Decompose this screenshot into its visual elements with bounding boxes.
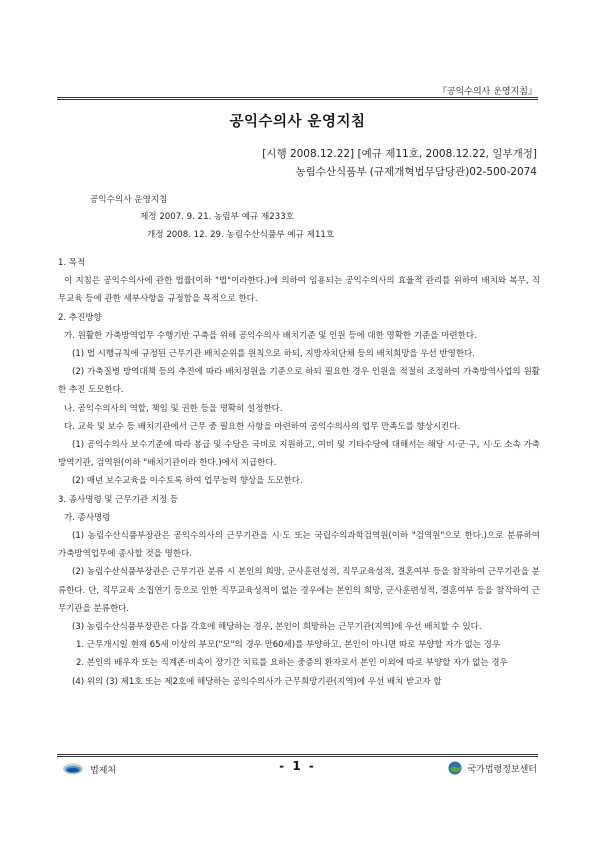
- body-paragraph: 다. 교육 및 보수 등 배치기관에서 근무 중 필요한 사항을 마련하여 공익수의사의 업무 만족도를 향상시킨다.: [64, 421, 461, 432]
- body-paragraph: 이 지침은 공익수의사에 관한 법률(이하 "법"이라한다.)에 의하여 임용되는 공익수의사의 효율적 관리를 위하여 배치와 복무, 직무교육 등에 관한 세부사항을 규정함을 목적으로 한다.: [58, 276, 540, 305]
- body-paragraph: 3. 종사명령 및 근무기관 지정 등: [58, 494, 179, 505]
- effective-date-line: [시행 2008.12.22] [예규 제11호, 2008.12.22, 일부개정]: [262, 148, 537, 160]
- footer-law-center: [448, 761, 537, 775]
- body-paragraph: 가. 종사명령: [64, 512, 111, 523]
- body-paragraph: (2) 가축질병 방역대책 등의 추진에 따라 배치정원을 기준으로 하되 필요한 경우 인원을 적절히 조정하여 가축방역사업의 원활한 추진 도모한다.: [58, 367, 540, 396]
- body-paragraph: 가. 원활한 가축방역업무 수행기반 구축을 위해 공익수의사 배치기준 및 인원 등에 대한 명확한 기준을 마련한다.: [64, 330, 477, 341]
- meta-document-name: 공익수의사 운영지침: [90, 195, 168, 205]
- body-paragraph: 나. 공익수의사의 역할, 책임 및 권한 등을 명확히 설정한다.: [64, 403, 283, 414]
- ministry-contact-line: 농림수산식품부 (규제개혁법무담당관)02-500-2074: [295, 166, 537, 178]
- body-paragraph: (4) 위의 (3) 제1호 또는 제2호에 해당하는 공익수의사가 근무희망기관(지역)에 우선 배치 받고자 할: [72, 676, 442, 687]
- body-paragraph: 2. 추진방향: [58, 312, 102, 323]
- footer-divider: [57, 754, 538, 757]
- meta-amended-line: 개정 2008. 12. 29. 농림수산식품부 예규 제11호: [147, 230, 335, 240]
- document-title: 공익수의사 운영지침: [229, 114, 366, 130]
- body-paragraph: (2) 농림수산식품부장관은 근무기관 분류 시 본인의 희망, 군사훈련성적, 직무교육성적, 결혼여부 등을 참작하여 근무기관을 분류한다. 단, 직무교육 소집연기 등으로 인한 직무교육성적이 없는 경우에는 본인의 희망, 군사훈련성적, 결혼여부 등을 참작하여 근무기관을 분류한다.: [58, 567, 540, 614]
- body-paragraph: (1) 농림수산식품부장관은 공익수의사의 근무기관을 시·도 또는 국립수의과학검역원(이하 "검역원"으로 한다.)으로 분류하여 가축방역업무에 종사할 것을 명한다.: [58, 531, 540, 560]
- meta-enacted-line: 제정 2007. 9. 21. 농림부 예규 제233호: [140, 212, 294, 222]
- footer-right-label: 국가법령정보센터: [467, 764, 537, 775]
- body-paragraph: 2. 본인의 배우자 또는 직계존·비속이 장기간 치료를 요하는 중증의 환자로서 본인 이외에 따로 부양할 자가 없는 경우: [76, 658, 508, 669]
- document-header-tag: 『공익수의사 운영지침』: [437, 87, 537, 97]
- header-divider: [57, 97, 538, 100]
- body-paragraph: (1) 법 시행규칙에 규정된 근무기관 배치순위를 원칙으로 하되, 지방자치단체 등의 배치희망을 우선 반영한다.: [72, 349, 475, 360]
- page-number: - 1 -: [279, 759, 316, 773]
- document-body: [58, 254, 540, 691]
- body-paragraph: 1. 근무개시일 현재 65세 이상의 부모("모"의 경우 만60세)를 부양하고, 본인이 아니면 따로 부양할 자가 없는 경우: [76, 640, 501, 651]
- footer-left-label: 법제처: [90, 765, 117, 776]
- globe-logo-icon: [448, 761, 462, 775]
- body-paragraph: (3) 농림수산식품부장관은 다음 각호에 해당하는 경우, 본인이 희망하는 근무기관(지역)에 우선 배치할 수 있다.: [72, 622, 482, 633]
- body-paragraph: (2) 매년 보수교육을 이수토록 하여 업무능력 향상을 도모한다.: [72, 476, 303, 487]
- body-paragraph: (1) 공익수의사 보수기준에 따라 봉급 및 수당은 국비로 지원하고, 여비 및 기타수당에 대해서는 해당 시·군·구, 시·도 소속 가축방역기관, 검역원(이하 "배치기관이라 한다.)에서 지급한다.: [58, 440, 540, 469]
- body-paragraph: 1. 목적: [58, 258, 86, 268]
